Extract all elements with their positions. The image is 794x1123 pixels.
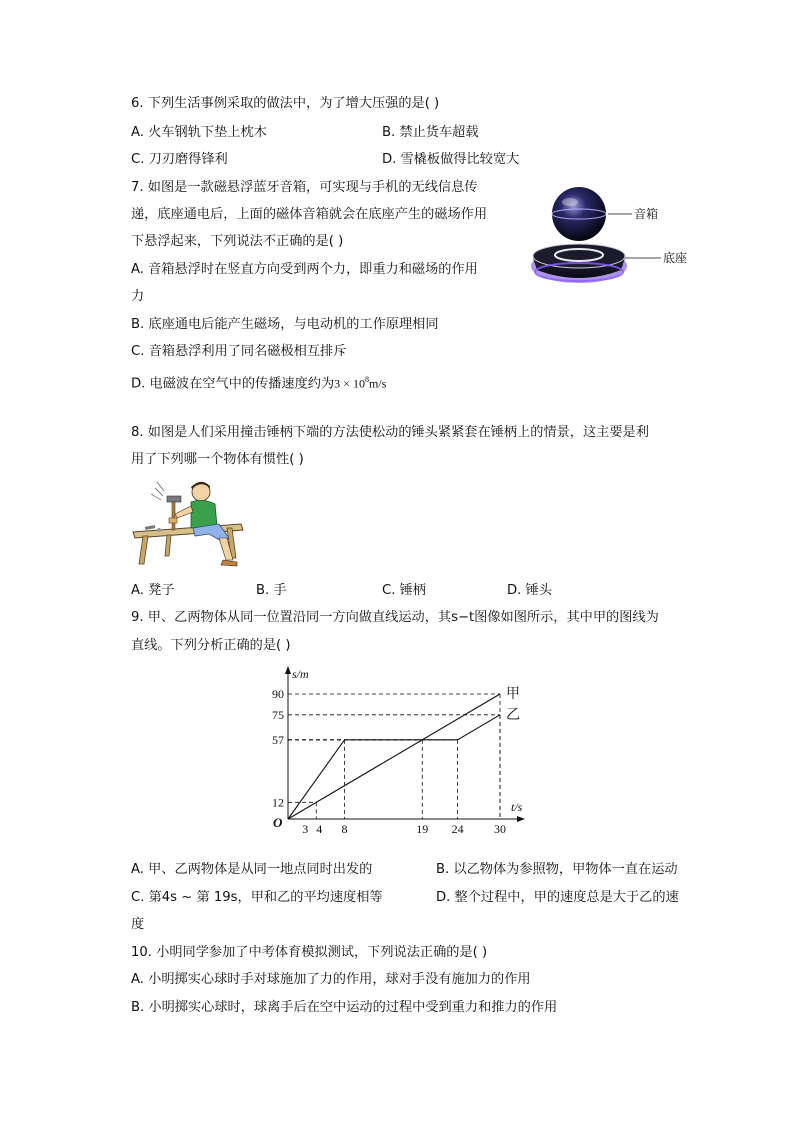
q8-option-b: B. 手 [256, 583, 287, 598]
q6-option-a: A. 火车钢轨下垫上枕木 [131, 125, 267, 140]
q7-option-d-value: 3 × 10 [334, 376, 365, 391]
q7-stem-line-2: 递，底座通电后，上面的磁体音箱就会在底座产生的磁场作用 [131, 207, 488, 222]
y-tick-label-90: 90 [272, 687, 284, 701]
q7-option-a-line-1: A. 音箱悬浮时在竖直方向受到两个力，即重力和磁场的作用 [131, 262, 478, 277]
x-tick-label-30: 30 [494, 822, 506, 836]
series-line-yi [288, 715, 500, 819]
y-axis-label: s/m [292, 667, 309, 681]
y-tick-label-75: 75 [272, 707, 284, 722]
q7-option-d-exponent: 8 [364, 375, 369, 384]
q6-option-c: C. 刀刃磨得锋利 [131, 152, 228, 167]
q7-option-c: C. 音箱悬浮利用了同名磁极相互排斥 [131, 344, 347, 359]
y-tick-label-57: 57 [272, 732, 284, 747]
q7-option-d-unit: m/s [368, 376, 387, 391]
q7-option-b: B. 底座通电后能产生磁场，与电动机的工作原理相同 [131, 317, 439, 332]
y-axis-arrow [285, 666, 291, 674]
origin-label: O [273, 815, 283, 830]
chart-ticks [272, 687, 506, 836]
series-label-yi: 乙 [506, 707, 520, 723]
q8-stem-line-2: 用了下列哪一个物体有惯性( ) [131, 452, 304, 467]
base-label: 底座 [663, 251, 688, 265]
speaker-sphere [552, 187, 606, 241]
x-tick-label-3: 3 [302, 822, 309, 836]
q8-option-d: D. 锤头 [507, 583, 552, 598]
series-label-jia: 甲 [506, 687, 520, 702]
q10-option-b: B. 小明掷实心球时，球离手后在空中运动的过程中受到重力和推力的作用 [131, 1000, 558, 1015]
q6-option-d: D. 雪橇板做得比较宽大 [382, 152, 520, 167]
q9-option-a: A. 甲、乙两物体是从同一地点同时出发的 [131, 862, 373, 877]
s-t-chart [255, 660, 535, 840]
q9-option-d-line-1: D. 整个过程中，甲的速度总是大于乙的速 [436, 890, 679, 905]
q7-option-a-line-2: 力 [131, 289, 145, 304]
q6-option-b: B. 禁止货车超载 [382, 125, 479, 140]
x-tick-label-8: 8 [341, 822, 348, 836]
q7-option-d [131, 371, 386, 393]
hammer-bench-figure [131, 478, 245, 570]
levitating-speaker-figure [525, 180, 700, 295]
q10-stem: 10. 小明同学参加了中考体育模拟测试，下列说法正确的是( ) [131, 945, 488, 960]
chart-series [288, 686, 520, 819]
q9-option-c: C. 第4s ~ 第 19s，甲和乙的平均速度相等 [131, 890, 383, 905]
q7-option-d-prefix: D. 电磁波在空气中的传播速度约为 [131, 376, 335, 392]
q8-option-c: C. 锤柄 [382, 583, 426, 598]
q9-stem-line-1: 9. 甲、乙两物体从同一位置沿同一方向做直线运动，其s−t图像如图所示，其中甲的图线为 [131, 610, 659, 625]
q8-option-a: A. 凳子 [131, 583, 175, 598]
y-tick-label-12: 12 [272, 795, 284, 810]
q6-stem: 6. 下列生活事例采取的做法中，为了增大压强的是( ) [131, 96, 440, 111]
q10-option-a: A. 小明掷实心球时手对球施加了力的作用，球对手没有施加力的作用 [131, 972, 531, 987]
q8-stem-line-1: 8. 如图是人们采用撞击锤柄下端的方法使松动的锤头紧紧套在锤柄上的情景，这主要是利 [131, 425, 649, 440]
q9-option-b: B. 以乙物体为参照物，甲物体一直在运动 [436, 862, 678, 877]
speaker-base [531, 244, 627, 283]
x-tick-label-19: 19 [416, 822, 429, 836]
x-tick-label-4: 4 [316, 822, 323, 836]
series-line-jia [288, 694, 500, 819]
q9-stem-line-2: 直线。下列分析正确的是( ) [131, 638, 291, 653]
x-axis-label: t/s [511, 800, 523, 814]
x-axis-arrow [517, 816, 525, 822]
x-tick-label-24: 24 [451, 822, 464, 836]
q7-stem-line-3: 下悬浮起来，下列说法不正确的是( ) [131, 234, 344, 249]
q7-stem-line-1: 7. 如图是一款磁悬浮蓝牙音箱，可实现与手机的无线信息传 [131, 180, 478, 195]
speaker-label: 音箱 [634, 207, 659, 221]
q9-option-d-line-2: 度 [131, 917, 145, 932]
